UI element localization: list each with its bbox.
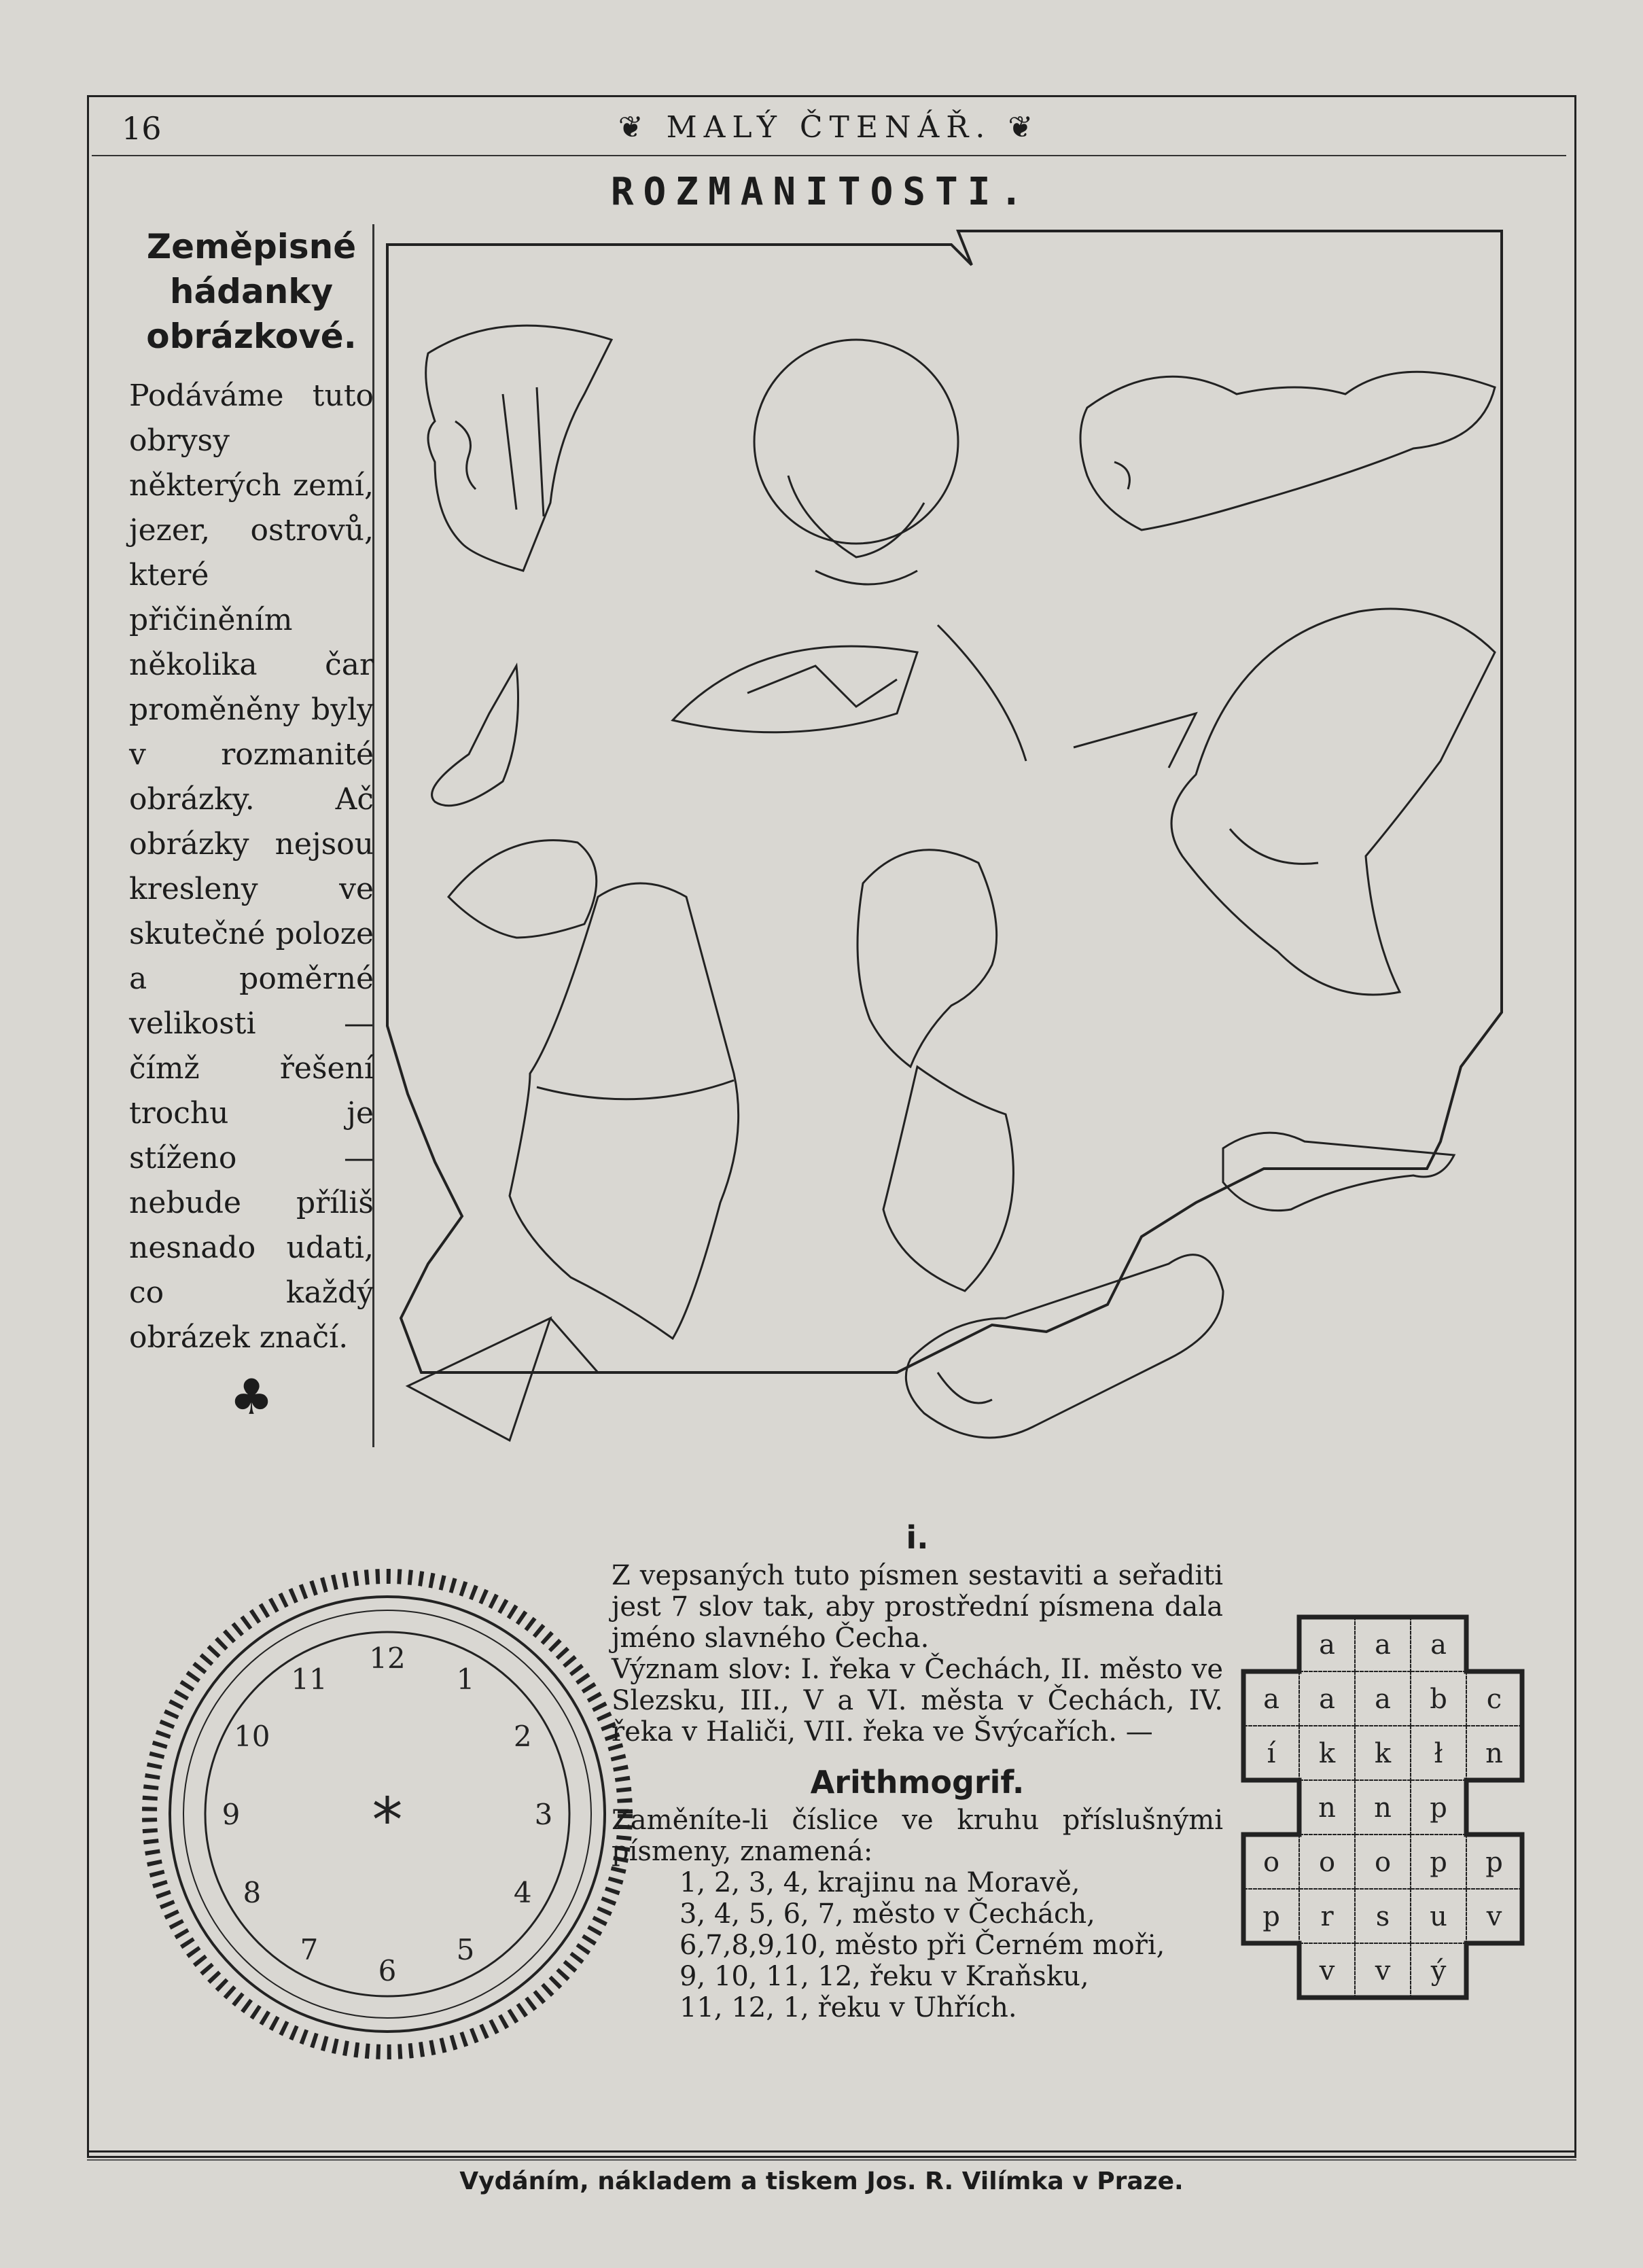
dial-number: 5 xyxy=(456,1933,475,1967)
grid-letter: o xyxy=(1374,1847,1392,1878)
running-head xyxy=(92,101,1566,156)
grid-letter: p xyxy=(1262,1901,1280,1932)
girl-with-fan-figure xyxy=(673,340,1026,761)
grid-letter: n xyxy=(1318,1792,1336,1824)
grid-letter: v xyxy=(1375,1955,1391,1987)
grid-letter: p xyxy=(1485,1847,1503,1878)
bottom-rule xyxy=(87,2150,1576,2152)
grid-letter: c xyxy=(1486,1684,1502,1715)
sidebar-heading xyxy=(129,224,374,359)
arithmogrif-line: 11, 12, 1, řeku v Uhřích. xyxy=(679,1992,1017,2023)
map-puzzle-illustration xyxy=(381,217,1536,1515)
grid-letter: o xyxy=(1262,1847,1280,1878)
puzzle-column xyxy=(612,1519,1223,2023)
arithmogrif-intro: Zaměníte-li číslice ve kruhu příslušnými písmeny, znamená: xyxy=(612,1805,1223,1867)
journal-title-text: MALÝ ČTENÁŘ. xyxy=(666,110,992,145)
puppet-figure xyxy=(432,666,739,1339)
arithmogrif-dial xyxy=(136,1563,639,2066)
grid-letter: a xyxy=(1375,1684,1391,1715)
grid-letter: ł xyxy=(1434,1738,1443,1769)
grid-letter: n xyxy=(1374,1792,1392,1824)
letter-grid xyxy=(1237,1610,1529,2011)
puzzle-paragraph: Z vepsaných tuto písmen sestaviti a seřaditi jest 7 slov tak, aby prostřední písmena dala jméno slavného Čecha. xyxy=(612,1560,1223,1654)
grid-letter: u xyxy=(1430,1901,1447,1932)
sidebar-heading-line: hádanky xyxy=(169,272,334,311)
arithmogrif-line: 9, 10, 11, 12, řeku v Kraňsku, xyxy=(679,1961,1089,1992)
grid-letter: a xyxy=(1319,1629,1335,1661)
club-ornament-icon: ♣ xyxy=(229,1368,274,1425)
grid-letter: k xyxy=(1374,1738,1392,1769)
page-number: 16 xyxy=(122,110,162,147)
grid-letter: a xyxy=(1319,1684,1335,1715)
dial-number: 12 xyxy=(369,1642,406,1675)
dial-number: 8 xyxy=(243,1876,262,1909)
grid-letter: b xyxy=(1430,1684,1447,1715)
folded-corner-figure xyxy=(408,1318,598,1440)
imprint: Vydáním, nákladem a tiskem Jos. R. Vilímka v Praze. xyxy=(459,2167,1184,2195)
arithmogrif-line: 6,7,8,9,10, město při Černém moři, xyxy=(679,1930,1165,1961)
poodle-figure xyxy=(1080,372,1495,530)
dial-number: 2 xyxy=(513,1720,532,1753)
puzzle-paragraph: Význam slov: I. řeka v Čechách, II. město ve Slezsku, III., V a VI. města v Čechách, IV. řeka v Haliči, VII. řeka ve Švýcařích. — xyxy=(612,1654,1223,1748)
grid-letter: v xyxy=(1486,1901,1502,1932)
ornament-right-icon: ❦ xyxy=(991,110,1040,145)
sidebar-body: Podáváme tuto obrysy některých zemí, jezer, ostrovů, které přičiněním několika čar proměněny byly v rozmanité obrázky. Ač obrázky nejsou kresleny ve skutečné poloze a poměrné velikosti — čímž řešení trochu je stíženo — nebude příliš nesnado udati, co každý obrázek značí. xyxy=(129,378,374,1355)
sidebar xyxy=(129,224,374,1425)
dial-number: 3 xyxy=(534,1798,553,1831)
dial-number: 4 xyxy=(513,1876,532,1909)
dial-number: 9 xyxy=(222,1798,241,1831)
scroll-figure xyxy=(906,1255,1223,1438)
dial-number: 7 xyxy=(300,1933,319,1967)
grid-letter: r xyxy=(1320,1901,1334,1932)
arithmogrif-heading: Arithmogrif. xyxy=(810,1764,1025,1801)
ornament-left-icon: ❦ xyxy=(618,110,667,145)
map-outline xyxy=(387,231,1502,1372)
section-title: ROZMANITOSTI. xyxy=(610,170,1033,214)
bonnet-girl-figure xyxy=(858,850,1013,1291)
grid-letter: p xyxy=(1430,1847,1447,1878)
sidebar-heading-line: obrázkové. xyxy=(146,317,357,356)
dial-center: * xyxy=(372,1785,403,1856)
bearded-man-figure xyxy=(1074,609,1495,995)
arithmogrif-line: 3, 4, 5, 6, 7, město v Čechách, xyxy=(679,1898,1095,1930)
grid-letter: p xyxy=(1430,1792,1447,1824)
grid-letter: a xyxy=(1263,1684,1279,1715)
grid-letter: s xyxy=(1375,1901,1390,1932)
grid-letter: o xyxy=(1318,1847,1336,1878)
grid-letter: a xyxy=(1430,1629,1447,1661)
grid-letter: n xyxy=(1485,1738,1503,1769)
grid-letter: í xyxy=(1267,1738,1276,1769)
headscarf-face-figure xyxy=(426,325,612,571)
dial-number: 1 xyxy=(456,1662,475,1696)
journal-title xyxy=(92,110,1566,145)
bottom-rule xyxy=(87,2159,1576,2161)
grid-letter: ý xyxy=(1430,1955,1447,1987)
dial-number: 11 xyxy=(291,1662,328,1696)
grid-letter: k xyxy=(1318,1738,1336,1769)
grid-letter: v xyxy=(1319,1955,1335,1987)
arithmogrif-line: 1, 2, 3, 4, krajinu na Moravě, xyxy=(679,1867,1080,1898)
puzzle-heading: i. xyxy=(906,1519,929,1556)
grid-letter: a xyxy=(1375,1629,1391,1661)
dial-number: 10 xyxy=(234,1720,270,1753)
dial-number: 6 xyxy=(378,1954,397,1987)
sidebar-heading-line: Zeměpisné xyxy=(146,227,357,266)
